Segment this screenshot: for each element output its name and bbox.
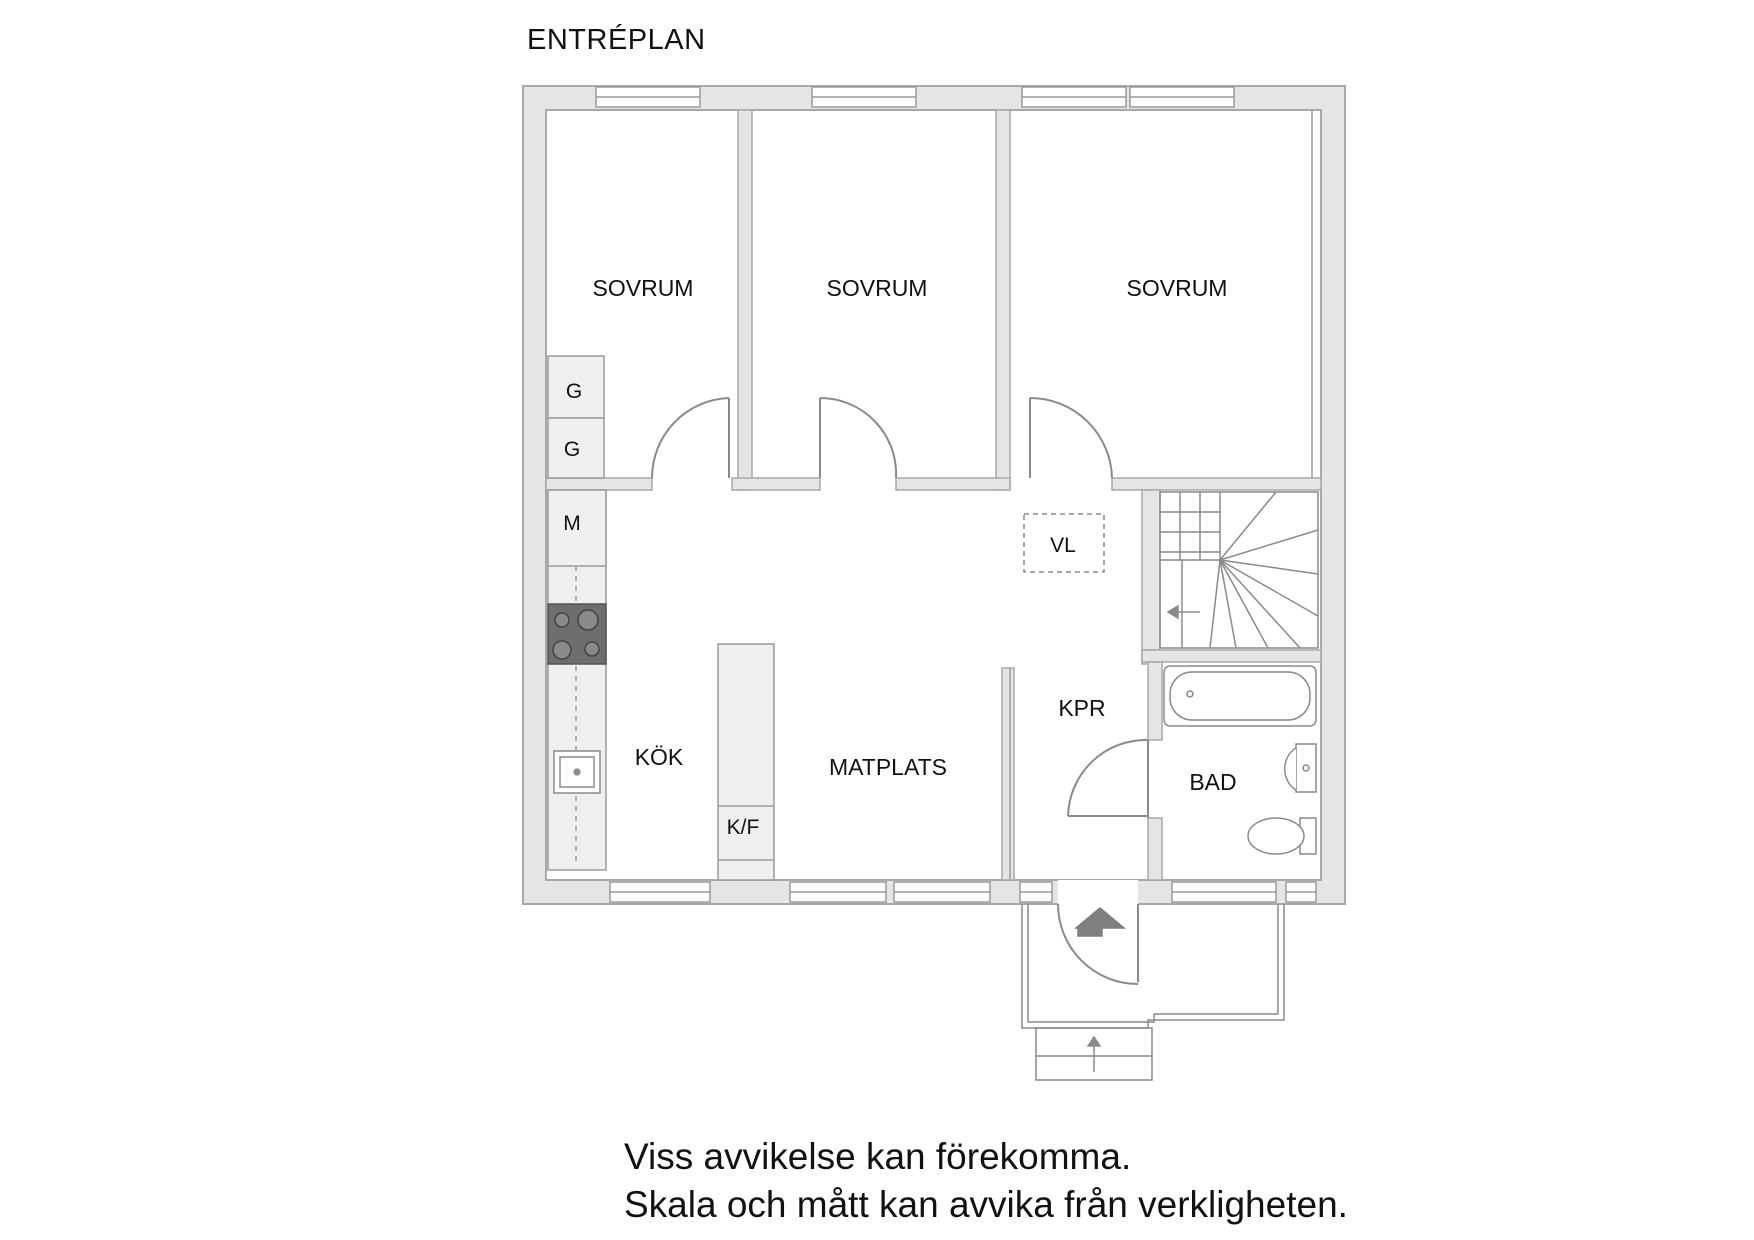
kitchen-counter [548, 490, 606, 870]
room-label-matplats: MATPLATS [829, 754, 947, 780]
fixture-label-fridge-freezer: K/F [726, 816, 760, 839]
room-label-kok: KÖK [634, 744, 684, 770]
room-label-bad: BAD [1189, 769, 1237, 795]
disclaimer-line-1: Viss avvikelse kan förekomma. [624, 1136, 1132, 1177]
room-label-kpr: KPR [1058, 695, 1106, 721]
room-label-sovrum-1: SOVRUM [592, 275, 694, 301]
porch [1022, 904, 1284, 1080]
fixture-label-wardrobe-1: G [565, 380, 583, 403]
room-label-sovrum-2: SOVRUM [826, 275, 928, 301]
misc-lines [1010, 110, 1312, 880]
disclaimer-line-2: Skala och mått kan avvika från verkligheten. [624, 1184, 1348, 1225]
fixture-label-wardrobe-2: G [563, 438, 581, 461]
floor-title: ENTRÉPLAN [527, 24, 706, 56]
fixture-label-dishwasher: M [563, 512, 581, 535]
kitchen-column [718, 644, 774, 880]
fixture-label-water-heater: VL [1050, 534, 1076, 557]
bath-fixtures [1164, 666, 1316, 854]
room-label-sovrum-3: SOVRUM [1126, 275, 1228, 301]
stairs [1160, 492, 1318, 648]
entrance-opening [1058, 880, 1138, 906]
